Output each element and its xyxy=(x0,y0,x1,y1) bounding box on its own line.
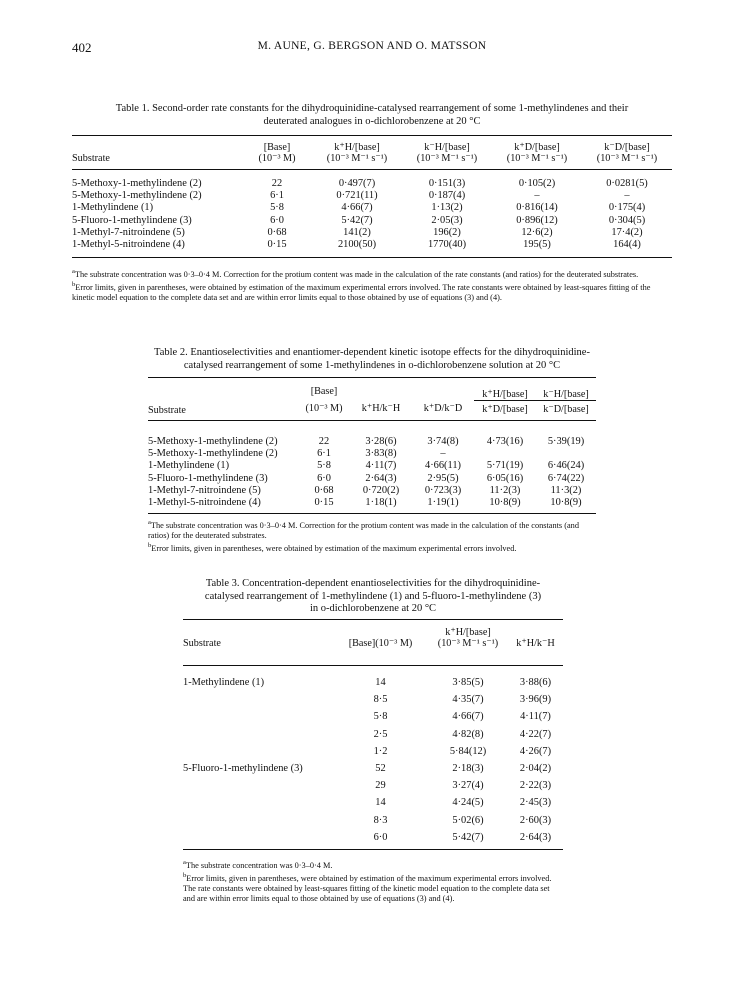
table-cell: 1-Methylindene (1) xyxy=(148,460,230,472)
table3-caption xyxy=(183,578,563,616)
table3-col-substrate: Substrate xyxy=(183,638,221,649)
table-cell: 2·5 xyxy=(373,728,388,740)
table-cell: 4·66(7) xyxy=(452,711,484,723)
table-cell: 4·82(8) xyxy=(452,728,484,740)
table-cell: 2·60(3) xyxy=(519,814,552,826)
table3-caption-line2: catalysed rearrangement of 1-methylindene (1) and 5-fluoro-1-methylindene (3) xyxy=(204,590,542,602)
table-cell: 11·3(2) xyxy=(550,484,582,496)
table-cell: 5-Methoxy-1-methylindene (2) xyxy=(72,190,202,202)
table-cell: 3·96(9) xyxy=(519,694,552,706)
table-row xyxy=(72,202,672,214)
table-cell: 2·22(3) xyxy=(519,780,552,792)
table-cell: 0·105(2) xyxy=(518,178,556,189)
table-cell: 4·35(7) xyxy=(452,694,484,706)
table-cell: 0·720(2) xyxy=(362,484,400,496)
table-row xyxy=(183,674,563,691)
table-cell: 2·05(3) xyxy=(431,214,463,226)
table-cell: 2·95(5) xyxy=(427,472,459,484)
table-row xyxy=(72,178,672,190)
table-cell: 0·68 xyxy=(267,226,287,238)
table2-header xyxy=(148,383,596,416)
table2-top-rule xyxy=(148,377,596,378)
table-cell xyxy=(183,691,333,708)
table-cell: 0·175(4) xyxy=(608,202,646,214)
page-number: 402 xyxy=(72,40,92,55)
table1-top-rule xyxy=(72,135,672,136)
table-cell: 0·816(14) xyxy=(516,202,558,214)
table-cell: 0·68 xyxy=(314,484,334,496)
table-cell: – xyxy=(534,190,540,202)
table-row xyxy=(148,497,596,509)
table2-footnote-a: The substrate concentration was 0·3–0·4 M. Correction for the protium content was made in the calculation of the constants (and ratios) for the deuterated substrates. xyxy=(148,520,579,540)
table3-header xyxy=(183,627,563,649)
table-cell: – xyxy=(624,190,630,202)
table-cell: 2·45(3) xyxy=(519,797,552,809)
table2-caption xyxy=(148,347,596,372)
table-cell: 164(4) xyxy=(613,239,641,251)
table-cell: 6·05(16) xyxy=(486,472,524,484)
table-cell: 3·28(6) xyxy=(365,436,397,447)
table-cell: 1-Methylindene (1) xyxy=(72,202,154,214)
table-cell: 6·0 xyxy=(373,831,388,843)
table-cell: 0·497(7) xyxy=(338,178,376,189)
table-cell: 196(2) xyxy=(433,226,461,238)
table-cell: 22 xyxy=(271,178,283,189)
table-cell: 2100(50) xyxy=(337,239,377,251)
table-cell: – xyxy=(440,448,446,460)
table-cell: 6·74(22) xyxy=(547,472,585,484)
table-cell: 0·15 xyxy=(314,497,334,509)
table2-footnote-b: Error limits, given in parentheses, were obtained by estimation of the maximum experimental errors involved. xyxy=(151,543,517,553)
table-cell: 6·1 xyxy=(317,448,331,460)
table1-caption-line1: Table 1. Second-order rate constants for the dihydroquinidine-catalysed rearrangement of some 1-methylindenes and their xyxy=(115,103,629,114)
table1-col-unit: (10⁻³ M⁻¹ s⁻¹) xyxy=(326,153,388,164)
table-cell xyxy=(183,777,333,794)
table3-col-rate: k⁺H/[base] xyxy=(445,627,491,638)
table-cell: 141(2) xyxy=(343,226,371,238)
table-cell xyxy=(183,743,333,760)
table-cell: 6·46(24) xyxy=(547,460,585,472)
table-cell: 2·04(2) xyxy=(519,763,552,775)
table3-footnote-b: Error limits, given in parentheses, were obtained by estimation of the maximum experimental errors involved. The rate constants were obtained by least-squares fitting of the kinetic model equation to the complete data set and are within error limits equal to those obtained by use of equations (3) and (4). xyxy=(183,873,552,903)
table-cell: 4·26(7) xyxy=(519,745,552,757)
table2-col-kD-ratio: k⁺D/k⁻D xyxy=(423,402,463,414)
table3-col-base: [Base](10⁻³ M) xyxy=(348,638,413,649)
table-cell: 3·74(8) xyxy=(427,436,459,447)
table-cell: 4·22(7) xyxy=(519,728,552,740)
table3-col-rate-unit: (10⁻³ M⁻¹ s⁻¹) xyxy=(437,638,499,649)
table2-footnotes: $^a$The substrate concentration was 0·3–0·4 M. Correction for the protium content was made in the calculation of the constants (and ratios) for the deuterated substrates. $^b$Error limits, given in parentheses, were obtained by estimation of the maximum experimental errors involved. xyxy=(148,519,579,553)
table-cell: 0·723(3) xyxy=(424,484,462,496)
table-cell: 0·15 xyxy=(267,239,287,251)
table-cell: 1770(40) xyxy=(427,239,467,251)
table-cell: 4·73(16) xyxy=(486,436,524,447)
table-row xyxy=(148,448,596,460)
table-cell: 1-Methylindene (1) xyxy=(183,677,265,688)
table3-caption-line3: in o-dichlorobenzene at 20 °C xyxy=(309,603,437,614)
table-cell: 5·8 xyxy=(270,202,284,214)
table-cell: 1-Methyl-7-nitroindene (5) xyxy=(148,484,261,496)
table-cell: 0·721(11) xyxy=(336,190,378,202)
table-cell: 14 xyxy=(375,677,386,688)
table3-caption-line1: Table 3. Concentration-dependent enantioselectivities for the dihydroquinidine- xyxy=(205,578,541,589)
table2-col-ratio-minus-num: k⁻H/[base] xyxy=(543,389,589,400)
table-row xyxy=(183,726,563,743)
table1-col-kDplus: k⁺D/[base] xyxy=(514,142,560,153)
table-cell: 2·64(3) xyxy=(519,831,552,843)
table2-col-ratio-H-num: k⁺H/[base] xyxy=(482,389,528,400)
table2-col-ratio-minus-den: k⁻D/[base] xyxy=(536,401,596,416)
table-cell: 4·66(7) xyxy=(341,202,373,214)
table-cell: 5-Fluoro-1-methylindene (3) xyxy=(148,472,268,484)
table-cell: 1·18(1) xyxy=(365,497,397,509)
table1-header-rule xyxy=(72,169,672,170)
table-cell xyxy=(183,794,333,811)
table-cell: 17·4(2) xyxy=(611,226,643,238)
table-cell: 5·39(19) xyxy=(547,436,585,447)
table-row xyxy=(72,227,672,239)
table1-col-unit: (10⁻³ M⁻¹ s⁻¹) xyxy=(416,153,478,164)
table-cell: 5-Methoxy-1-methylindene (2) xyxy=(72,178,202,189)
table-cell: 6·0 xyxy=(270,214,284,226)
table3-header-rule xyxy=(183,665,563,666)
table-row xyxy=(183,829,563,846)
table2-header-rule xyxy=(148,420,596,421)
table-row xyxy=(148,436,596,448)
table3-body xyxy=(183,674,563,846)
table-cell: 5·42(7) xyxy=(341,214,373,226)
table2-caption-line1: Table 2. Enantioselectivities and enantiomer-dependent kinetic isotope effects for the dihydroquinidine- xyxy=(154,347,590,358)
table-row xyxy=(148,460,596,472)
table-cell: 1·2 xyxy=(373,745,388,757)
table-cell: 5·84(12) xyxy=(449,745,487,757)
table1-col-base-unit: (10⁻³ M) xyxy=(258,153,296,164)
table1-caption-line2: deuterated analogues in o-dichlorobenzene at 20 °C xyxy=(263,115,481,127)
table-row xyxy=(72,239,672,251)
table-cell: 11·2(3) xyxy=(489,484,521,496)
table-cell: 0·151(3) xyxy=(428,178,466,189)
table-row xyxy=(183,760,563,777)
table-cell: 1-Methyl-5-nitroindene (4) xyxy=(148,497,261,509)
table-cell xyxy=(474,448,536,460)
table-row xyxy=(183,812,563,829)
table-cell: 3·83(8) xyxy=(365,448,397,460)
table-cell: 3·27(4) xyxy=(452,780,484,792)
table-cell xyxy=(183,829,333,846)
table-row xyxy=(183,691,563,708)
table-cell: 1·19(1) xyxy=(427,497,459,509)
table-cell: 4·24(5) xyxy=(452,797,484,809)
table-cell: 4·66(11) xyxy=(425,460,461,472)
table-cell: 0·0281(5) xyxy=(606,178,648,189)
table-cell: 29 xyxy=(375,780,386,792)
table-cell: 2·18(3) xyxy=(452,763,484,775)
table2-caption-line2: catalysed rearrangement of some 1-methylindenes in o-dichlorobenzene solution at 20 °C xyxy=(183,359,561,371)
table3-footnote-a: The substrate concentration was 0·3–0·4 M. xyxy=(185,860,333,870)
table-cell: 5-Methoxy-1-methylindene (2) xyxy=(148,448,278,460)
table-cell: 8·3 xyxy=(373,814,388,826)
table-cell: 6·0 xyxy=(317,472,331,484)
table1-col-substrate: Substrate xyxy=(72,153,110,164)
table3-bottom-rule xyxy=(183,849,563,850)
table1-col-kHplus: k⁺H/[base] xyxy=(334,142,380,153)
table1-body xyxy=(72,178,672,251)
table-row xyxy=(148,485,596,497)
table-cell: 5·02(6) xyxy=(452,814,484,826)
table-cell: 0·187(4) xyxy=(428,190,466,202)
table-row xyxy=(183,743,563,760)
table-cell: 1·13(2) xyxy=(431,202,463,214)
table-cell xyxy=(183,726,333,743)
table-row xyxy=(183,794,563,811)
table-cell: 1-Methyl-5-nitroindene (4) xyxy=(72,239,185,251)
table-cell: 14 xyxy=(375,797,386,809)
table-row xyxy=(72,190,672,202)
table1-col-base-top: [Base] xyxy=(263,142,291,153)
table-cell: 5·8 xyxy=(317,460,331,472)
table-cell: 2·64(3) xyxy=(365,472,397,484)
table-cell: 5·8 xyxy=(373,711,388,723)
table3-col-ratio: k⁺H/k⁻H xyxy=(516,638,555,649)
table2-bottom-rule xyxy=(148,513,596,514)
table-cell: 5·71(19) xyxy=(486,460,524,472)
table-row xyxy=(72,215,672,227)
table2-col-kH-ratio: k⁺H/k⁻H xyxy=(361,402,401,414)
table1-col-unit: (10⁻³ M⁻¹ s⁻¹) xyxy=(506,153,568,164)
table-cell: 195(5) xyxy=(523,239,551,251)
table1-col-unit: (10⁻³ M⁻¹ s⁻¹) xyxy=(596,153,658,164)
table-cell: 8·5 xyxy=(373,694,388,706)
table2-body xyxy=(148,436,596,509)
table1-bottom-rule xyxy=(72,257,672,258)
table2-col-ratio-H-den: k⁺D/[base] xyxy=(474,401,536,416)
table-cell: 4·11(7) xyxy=(520,711,551,723)
table-cell: 0·304(5) xyxy=(608,214,646,226)
table-cell: 4·11(7) xyxy=(365,460,397,472)
table1-col-kDminus: k⁻D/[base] xyxy=(604,142,650,153)
table3-footnotes: $^a$The substrate concentration was 0·3–0·4 M. $^b$Error limits, given in parentheses, were obtained by estimation of the maximum experimental errors involved. The rate constants were obtained by least-squares fitting of the kinetic model equation to the complete data set and are within error limits equal to those obtained by use of equations (3) and (4). xyxy=(183,859,552,903)
table-cell: 5·42(7) xyxy=(452,831,484,843)
table1-footnote-a: The substrate concentration was 0·3–0·4 M. Correction for the protium content was made in the calculation of the rate constants (and ratios) for the deuterated substrates. xyxy=(74,269,639,279)
table2-col-substrate: Substrate xyxy=(148,404,186,416)
table-cell xyxy=(183,708,333,725)
table-cell xyxy=(183,812,333,829)
table-cell: 1-Methyl-7-nitroindene (5) xyxy=(72,226,185,238)
table-row xyxy=(183,777,563,794)
table3-top-rule xyxy=(183,619,563,620)
table-cell: 5-Methoxy-1-methylindene (2) xyxy=(148,436,278,447)
table-cell: 3·85(5) xyxy=(452,677,484,688)
table1-footnote-b: Error limits, given in parentheses, were obtained by estimation of the maximum experimental errors involved. The rate constants were obtained by least-squares fitting of the kinetic model equation to the complete data set and are within error limits equal to those obtained by use of equations (3) and (4). xyxy=(72,282,651,302)
table1-col-kHminus: k⁻H/[base] xyxy=(424,142,470,153)
running-head: M. AUNE, G. BERGSON AND O. MATSSON xyxy=(257,40,487,52)
table-cell: 52 xyxy=(375,763,386,775)
table-cell: 6·1 xyxy=(270,190,284,202)
table-row xyxy=(183,708,563,725)
table1-header xyxy=(72,142,672,164)
table-cell: 3·88(6) xyxy=(519,677,552,688)
table1-footnotes: $^a$The substrate concentration was 0·3–0·4 M. Correction for the protium content was made in the calculation of the rate constants (and ratios) for the deuterated substrates. $^b$Error limits, given in parentheses, were obtained by estimation of the maximum experimental errors involved. The rate constants were obtained by least-squares fitting of the kinetic model equation to the complete data set and are within error limits equal to those obtained by use of equations (3) and (4). xyxy=(72,268,651,302)
table-cell: 22 xyxy=(318,436,330,447)
table-cell: 12·6(2) xyxy=(521,226,553,238)
table-cell: 10·8(9) xyxy=(489,497,521,509)
table2-col-base-unit: (10⁻³ M) xyxy=(305,402,343,414)
table-cell: 5-Fluoro-1-methylindene (3) xyxy=(72,214,192,226)
table1-caption xyxy=(72,103,672,128)
table-cell: 5-Fluoro-1-methylindene (3) xyxy=(183,763,303,775)
table-cell xyxy=(536,448,596,460)
table-cell: 0·896(12) xyxy=(516,214,558,226)
table-cell: 10·8(9) xyxy=(550,497,582,509)
table-row xyxy=(148,473,596,485)
table2-col-base-top: [Base] xyxy=(310,386,338,398)
